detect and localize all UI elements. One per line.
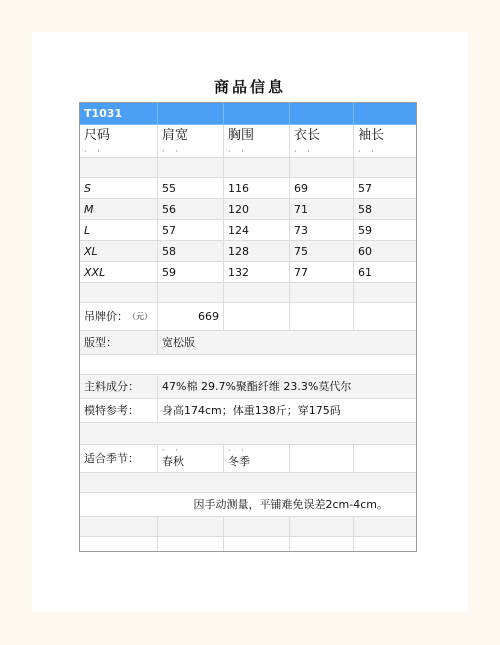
table-row: L 57 124 73 59 [80, 220, 416, 241]
table-row: XL 58 128 75 60 [80, 241, 416, 262]
column-labels-row [80, 125, 416, 158]
note-row [80, 493, 416, 517]
fit-value: 宽松版 [158, 331, 417, 355]
table-row: S 55 116 69 57 [80, 178, 416, 199]
season-value-winter: · · 冬季 [224, 445, 290, 473]
column-header-size: 尺码 · · [80, 125, 158, 158]
spacer-row [80, 423, 416, 445]
spacer-row [80, 158, 416, 178]
table-row: M 56 120 71 58 [80, 199, 416, 220]
spacer-row [80, 355, 416, 375]
season-label: 适合季节： [80, 445, 158, 473]
column-header-chest: 胸围 · · [224, 125, 290, 158]
material-row [80, 375, 416, 399]
price-label: 吊牌价： （元） [80, 303, 158, 331]
size-table [79, 102, 417, 552]
table-row: XXL 59 132 77 61 [80, 262, 416, 283]
season-row [80, 445, 416, 473]
product-code: T1031 [80, 103, 158, 125]
column-header-length: 衣长 · · [290, 125, 354, 158]
column-header-sleeve: 袖长 · · [354, 125, 416, 158]
table-header-row [80, 103, 416, 125]
fit-label: 版型： [80, 331, 158, 355]
model-value: 身高174cm；体重138斤；穿175码 [158, 399, 416, 423]
measurement-note: 因手动测量，平铺难免误差2cm-4cm。 [80, 493, 416, 517]
price-value: 669 [158, 303, 224, 331]
spacer-row [80, 283, 416, 303]
spacer-row [80, 537, 416, 552]
material-value: 47%棉 29.7%聚酯纤维 23.3%莫代尔 [158, 375, 416, 399]
price-row [80, 303, 416, 331]
spacer-row [80, 473, 416, 493]
model-row [80, 399, 416, 423]
spacer-row [80, 517, 416, 537]
material-label: 主料成分： [80, 375, 158, 399]
fit-row [80, 331, 416, 355]
page [32, 32, 468, 612]
season-value-spring-autumn: · · 春秋 [158, 445, 224, 473]
page-title: 商品信息 [213, 78, 286, 96]
column-header-shoulder: 肩宽 · · [158, 125, 224, 158]
model-label: 模特参考： [80, 399, 158, 423]
